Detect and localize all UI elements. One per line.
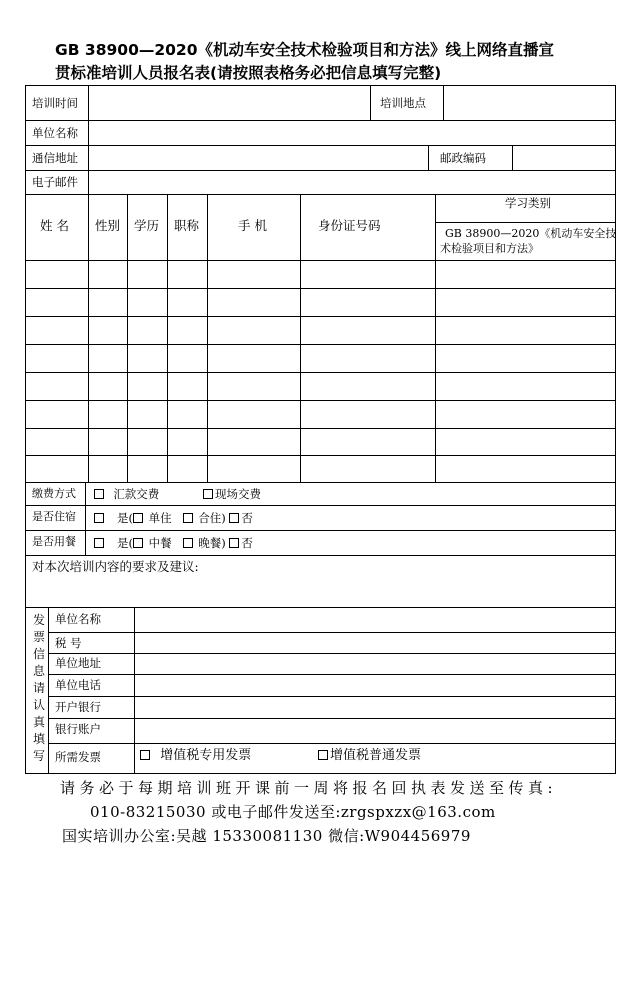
lodging-label: 是否住宿 <box>32 510 76 523</box>
org-name-label: 单位名称 <box>32 126 78 140</box>
payment-option-transfer[interactable] <box>94 487 159 501</box>
rule <box>48 607 49 774</box>
suggestion-label: 对本次培训内容的要求及建议: <box>32 559 199 574</box>
invoice-org-label: 单位名称 <box>55 612 101 626</box>
checkbox-icon[interactable] <box>133 513 143 523</box>
footer-line3: 国实培训办公室:吴越 15330081130 微信:W904456979 <box>62 827 471 845</box>
rule <box>25 372 616 373</box>
rule <box>370 85 371 120</box>
rule <box>428 145 429 170</box>
invoice-special-option[interactable] <box>140 749 251 763</box>
col-title-header: 职称 <box>174 218 200 233</box>
col-name-header: 姓 名 <box>40 218 69 233</box>
meal-dinner-label: 晚餐) <box>198 536 226 550</box>
rule <box>88 85 89 195</box>
address-label: 通信地址 <box>32 151 78 165</box>
postcode-label: 邮政编码 <box>440 151 486 165</box>
email-label: 电子邮件 <box>32 175 78 189</box>
col-phone-header: 手 机 <box>238 218 267 233</box>
rule <box>207 194 208 482</box>
col-id-header: 身份证号码 <box>318 218 381 233</box>
rule <box>512 145 513 170</box>
checkbox-icon[interactable] <box>229 513 239 523</box>
rule <box>25 120 616 121</box>
meal-no-label: 否 <box>241 536 253 550</box>
checkbox-icon[interactable] <box>183 513 193 523</box>
rule <box>88 194 89 482</box>
payment-label: 缴费方式 <box>32 487 76 500</box>
study-course-line2: 术检验项目和方法》 <box>440 242 539 255</box>
rule <box>25 400 616 401</box>
lodging-options[interactable] <box>94 511 253 525</box>
rule <box>127 194 128 482</box>
rule <box>25 316 616 317</box>
meal-yes-label: 是( <box>116 536 133 550</box>
rule <box>443 85 444 120</box>
payment-option-transfer-label: 汇款交费 <box>113 487 160 501</box>
col-gender-header: 性别 <box>95 218 121 233</box>
rule <box>25 428 616 429</box>
footer-line2: 010-83215030 或电子邮件发送至:zrgspxzx@163.com <box>90 803 496 821</box>
lodging-single-label: 单住 <box>148 511 172 525</box>
invoice-normal-label: 增值税普通发票 <box>330 748 422 763</box>
invoice-normal-option[interactable] <box>318 749 421 763</box>
form-title-line2: 贯标准培训人员报名表(请按照表格务必把信息填写完整) <box>55 64 442 82</box>
study-course-line1: GB 38900—2020《机动车安全技 <box>445 227 617 240</box>
form-title-line1: GB 38900—2020《机动车安全技术检验项目和方法》线上网络直播宣 <box>55 41 554 59</box>
rule <box>25 455 616 456</box>
lodging-yes-label: 是( <box>116 511 133 525</box>
checkbox-icon[interactable] <box>229 538 239 548</box>
col-education-header: 学历 <box>134 218 160 233</box>
registration-form-frame <box>25 85 616 774</box>
training-place-label: 培训地点 <box>380 96 426 110</box>
rule <box>25 145 616 146</box>
meal-options[interactable] <box>94 536 253 550</box>
checkbox-icon[interactable] <box>183 538 193 548</box>
rule <box>25 344 616 345</box>
rule <box>25 194 616 195</box>
rule <box>134 607 135 774</box>
checkbox-icon[interactable] <box>94 513 104 523</box>
rule <box>25 482 616 483</box>
rule <box>25 260 616 261</box>
checkbox-icon[interactable] <box>318 750 328 760</box>
rule <box>167 194 168 482</box>
rule <box>25 288 616 289</box>
lodging-shared-label: 合住) <box>198 511 226 525</box>
checkbox-icon[interactable] <box>133 538 143 548</box>
rule <box>25 505 616 506</box>
checkbox-icon[interactable] <box>94 538 104 548</box>
checkbox-icon[interactable] <box>140 750 150 760</box>
payment-option-onsite[interactable] <box>203 487 261 501</box>
invoice-side-label: 发票信息请认真填写 <box>32 613 45 763</box>
meal-lunch-label: 中餐 <box>148 536 172 550</box>
checkbox-icon[interactable] <box>94 489 104 499</box>
rule <box>25 607 616 608</box>
invoice-bank-label: 开户银行 <box>55 700 101 714</box>
payment-option-onsite-label: 现场交费 <box>215 487 261 501</box>
invoice-account-label: 银行账户 <box>55 722 101 736</box>
footer-line1: 请务必于每期培训班开课前一周将报名回执表发送至传真: <box>60 779 558 797</box>
rule <box>25 530 616 531</box>
training-time-label: 培训时间 <box>32 96 78 110</box>
invoice-type-label: 所需发票 <box>55 750 101 764</box>
meal-label: 是否用餐 <box>32 535 76 548</box>
rule <box>435 194 436 482</box>
rule <box>25 555 616 556</box>
rule <box>85 482 86 555</box>
invoice-tax-label: 税 号 <box>55 636 82 650</box>
rule <box>25 170 616 171</box>
rule <box>435 222 616 223</box>
rule <box>300 194 301 482</box>
col-study-type-header: 学习类别 <box>505 196 551 210</box>
checkbox-icon[interactable] <box>203 489 213 499</box>
invoice-special-label: 增值税专用发票 <box>160 748 252 763</box>
invoice-phone-label: 单位电话 <box>55 678 101 692</box>
invoice-address-label: 单位地址 <box>55 656 101 670</box>
lodging-no-label: 否 <box>241 511 253 525</box>
